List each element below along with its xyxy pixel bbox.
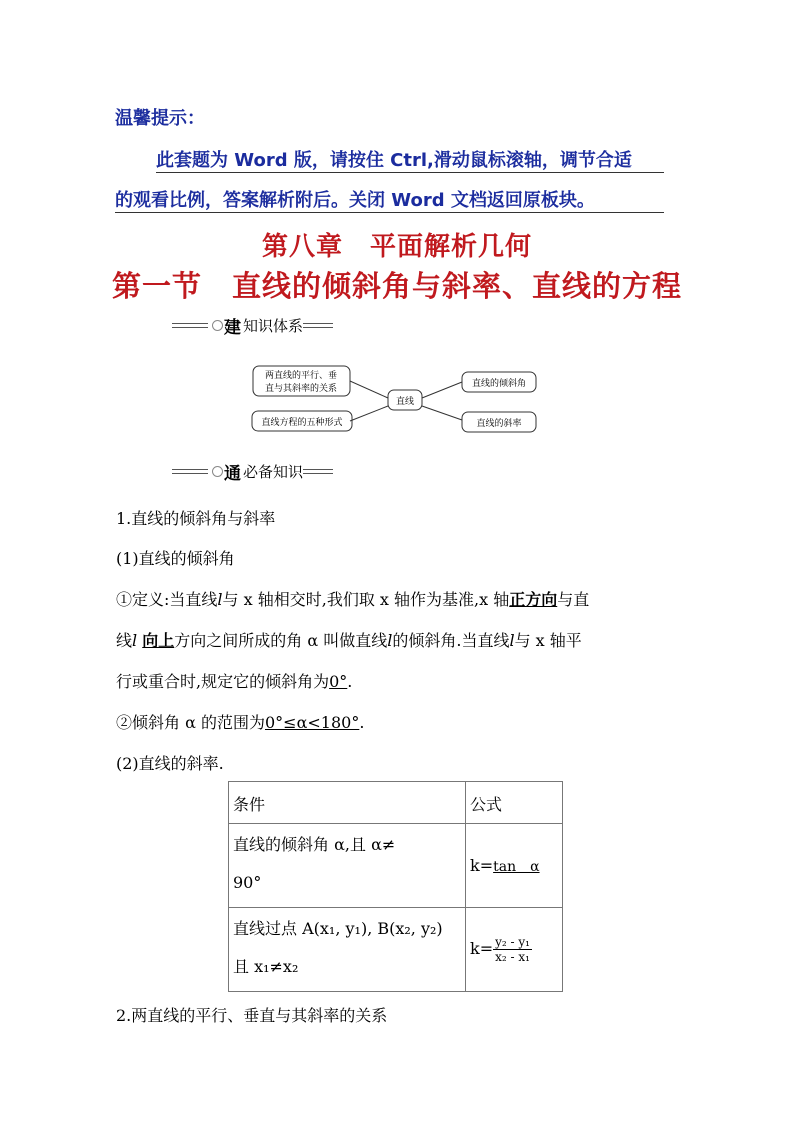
section-glyph: 通 bbox=[224, 463, 241, 484]
required-knowledge-header bbox=[172, 460, 333, 482]
table-row-2-formula: k= $\frac{\text{y₂ - y₁}}{\text{x₂ - x₁}}$ bbox=[466, 908, 563, 992]
heading-1: 1.直线的倾斜角与斜率 bbox=[116, 509, 276, 528]
magnifier-icon bbox=[212, 466, 223, 477]
table-row-1-condition: 直线的倾斜角 α,且 α≠ 90° bbox=[229, 824, 466, 908]
double-rule bbox=[172, 469, 208, 474]
table-row-1-formula: k=tan α bbox=[466, 824, 563, 908]
section-label: 知识体系 bbox=[243, 316, 304, 335]
table-header-condition: 条件 bbox=[229, 782, 466, 824]
section-title: 第一节 直线的倾斜角与斜率、直线的方程 bbox=[111, 269, 682, 303]
mindmap-node-slope: 直线的斜率 bbox=[476, 419, 522, 429]
knowledge-system-header bbox=[172, 314, 333, 336]
mindmap-node-parallel-1: 两直线的平行、垂 bbox=[264, 371, 338, 381]
mindmap-node-center: 直线 bbox=[395, 397, 415, 407]
double-rule bbox=[172, 323, 208, 328]
heading-1-1: (1)直线的倾斜角 bbox=[116, 549, 235, 568]
table-header-formula: 公式 bbox=[466, 782, 563, 824]
definition-line-1: ①定义:当直线l与 x 轴相交时,我们取 x 轴作为基准,x 轴正方向与直 bbox=[116, 590, 590, 609]
chapter-title: 第八章 平面解析几何 bbox=[261, 232, 532, 262]
section-label: 必备知识 bbox=[243, 462, 304, 481]
slope-table bbox=[228, 781, 563, 992]
definition-line-3: 行或重合时,规定它的倾斜角为0°. bbox=[116, 672, 353, 691]
mindmap-node-five-forms: 直线方程的五种形式 bbox=[261, 418, 343, 428]
range-line: ②倾斜角 α 的范围为0°≤α<180°. bbox=[116, 713, 365, 732]
table-row-2-condition: 直线过点 A(x₁, y₁), B(x₂, y₂) 且 x₁≠x₂ bbox=[229, 908, 466, 992]
heading-1-2: (2)直线的斜率. bbox=[116, 754, 224, 773]
heading-2: 2.两直线的平行、垂直与其斜率的关系 bbox=[116, 1006, 388, 1025]
double-rule bbox=[303, 323, 333, 328]
magnifier-icon bbox=[212, 320, 223, 331]
tip-line-2: 的观看比例，答案解析附后。关闭 Word 文档返回原板块。 bbox=[115, 186, 664, 213]
tip-title: 温馨提示： bbox=[115, 108, 205, 129]
double-rule bbox=[303, 469, 333, 474]
tip-line-1: 此套题为 Word 版，请按住 Ctrl,滑动鼠标滚轴，调节合适 bbox=[156, 146, 664, 173]
section-glyph: 建 bbox=[224, 317, 241, 338]
mindmap-node-angle: 直线的倾斜角 bbox=[471, 379, 527, 389]
knowledge-mindmap bbox=[248, 360, 548, 440]
definition-line-2: 线l 向上方向之间所成的角 α 叫做直线l的倾斜角.当直线l与 x 轴平 bbox=[116, 631, 582, 650]
mindmap-node-parallel-2: 直与其斜率的关系 bbox=[264, 384, 338, 394]
